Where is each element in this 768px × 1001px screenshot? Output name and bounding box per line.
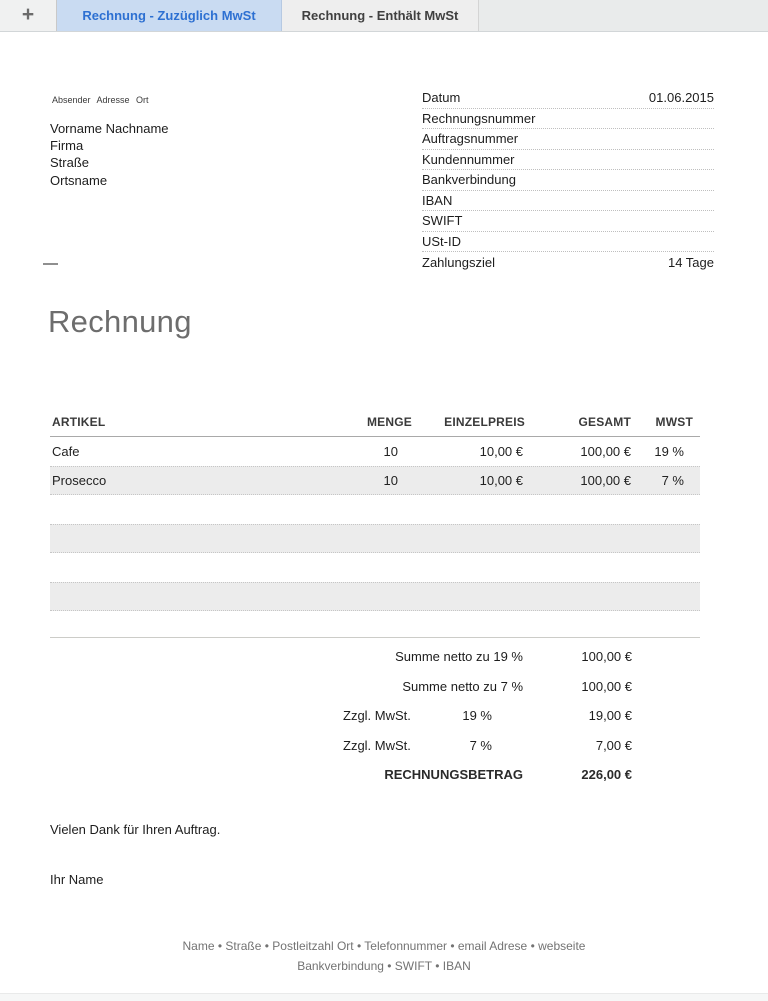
summary-row-mwst-19[interactable]: [50, 701, 700, 731]
meta-row-bankverbindung[interactable]: [422, 170, 714, 191]
table-row[interactable]: [50, 466, 700, 495]
page-bottom-edge: [0, 993, 768, 1001]
sender-block: [50, 120, 169, 189]
meta-row-kundennummer[interactable]: [422, 150, 714, 171]
cell-gesamt[interactable]: 100,00 €: [580, 473, 631, 488]
header-mwst: MWST: [655, 415, 693, 429]
sheet-tab-bar: [0, 0, 768, 32]
table-row-empty[interactable]: [50, 582, 700, 611]
summary-row-netto-19[interactable]: [50, 642, 700, 672]
meta-label: USt-ID: [422, 233, 461, 249]
meta-row-datum[interactable]: [422, 88, 714, 109]
sender-name: Vorname Nachname: [50, 121, 169, 136]
header-menge: MENGE: [366, 415, 412, 429]
fold-mark: [43, 263, 58, 265]
tab-rechnung-zuzueglich-mwst[interactable]: Rechnung - Zuzüglich MwSt: [57, 0, 282, 31]
table-row-empty[interactable]: [50, 553, 700, 582]
cell-gesamt[interactable]: 100,00 €: [580, 444, 631, 459]
summary-label: Zzgl. MwSt.: [343, 737, 411, 753]
invoice-meta-fields: [422, 88, 714, 273]
summary-row-netto-7[interactable]: [50, 672, 700, 702]
meta-value: 01.06.2015: [648, 90, 714, 106]
sender-street: Straße: [50, 155, 90, 171]
summary-value: 100,00 €: [581, 678, 632, 694]
sender-company: Firma: [50, 138, 84, 154]
summary-label: Zzgl. MwSt.: [343, 708, 411, 724]
header-gesamt: GESAMT: [578, 415, 631, 429]
table-row-empty[interactable]: [50, 524, 700, 553]
meta-row-iban[interactable]: [422, 191, 714, 212]
cell-artikel[interactable]: Prosecco: [52, 473, 107, 488]
summary-section: [50, 637, 700, 790]
meta-row-ust-id[interactable]: [422, 232, 714, 253]
table-header-row: [50, 408, 700, 437]
meta-label: Rechnungsnummer: [422, 110, 536, 126]
sender-city: Ortsname: [50, 172, 108, 188]
meta-label: Datum: [422, 90, 461, 106]
meta-label: Zahlungsziel: [422, 254, 495, 270]
meta-row-rechnungsnummer[interactable]: [422, 109, 714, 130]
summary-value: 100,00 €: [581, 649, 632, 665]
meta-value: 14 Tage: [667, 254, 714, 270]
page-footer: [0, 936, 768, 976]
summary-label: Summe netto zu 19 %: [395, 649, 523, 665]
summary-row-total[interactable]: [50, 760, 700, 790]
table-row-empty[interactable]: [50, 495, 700, 524]
meta-row-zahlungsziel[interactable]: [422, 252, 714, 273]
summary-value: 19,00 €: [588, 708, 632, 724]
cell-mwst[interactable]: 19 %: [654, 444, 684, 459]
cell-einzelpreis[interactable]: 10,00 €: [479, 444, 523, 459]
table-row[interactable]: [50, 437, 700, 466]
summary-row-mwst-7[interactable]: [50, 731, 700, 761]
add-sheet-button[interactable]: [0, 0, 57, 31]
header-einzelpreis: EINZELPREIS: [444, 415, 525, 429]
summary-total-value: 226,00 €: [581, 767, 632, 783]
footer-bank-line: Bankverbindung • SWIFT • IBAN: [297, 959, 471, 973]
signature-text: Ihr Name: [50, 872, 104, 887]
header-artikel: ARTIKEL: [52, 415, 106, 429]
summary-pct: 19 %: [462, 708, 492, 724]
meta-label: Auftragsnummer: [422, 131, 519, 147]
summary-value: 7,00 €: [595, 737, 632, 753]
page-title: Rechnung: [48, 304, 192, 339]
cell-menge[interactable]: 10: [383, 473, 398, 488]
cell-artikel[interactable]: Cafe: [52, 444, 80, 459]
summary-total-label: RECHNUNGSBETRAG: [384, 767, 523, 783]
cell-mwst[interactable]: 7 %: [661, 473, 684, 488]
sender-return-address: Absender Adresse Ort: [52, 95, 149, 105]
plus-icon: +: [21, 3, 35, 26]
line-items-table: [50, 408, 700, 611]
meta-label: SWIFT: [422, 213, 463, 229]
meta-row-swift[interactable]: [422, 211, 714, 232]
meta-label: IBAN: [422, 192, 453, 208]
invoice-page: [0, 32, 768, 993]
cell-menge[interactable]: 10: [383, 444, 398, 459]
thank-you-text: Vielen Dank für Ihren Auftrag.: [50, 822, 221, 837]
tab-rechnung-enthaelt-mwst[interactable]: Rechnung - Enthält MwSt: [282, 0, 479, 31]
summary-label: Summe netto zu 7 %: [402, 678, 523, 694]
meta-label: Bankverbindung: [422, 172, 516, 188]
meta-row-auftragsnummer[interactable]: [422, 129, 714, 150]
footer-contact-line: Name • Straße • Postleitzahl Ort • Telefonnummer • email Adrese • webseite: [182, 939, 586, 953]
summary-pct: 7 %: [469, 737, 492, 753]
cell-einzelpreis[interactable]: 10,00 €: [479, 473, 523, 488]
meta-label: Kundennummer: [422, 151, 515, 167]
